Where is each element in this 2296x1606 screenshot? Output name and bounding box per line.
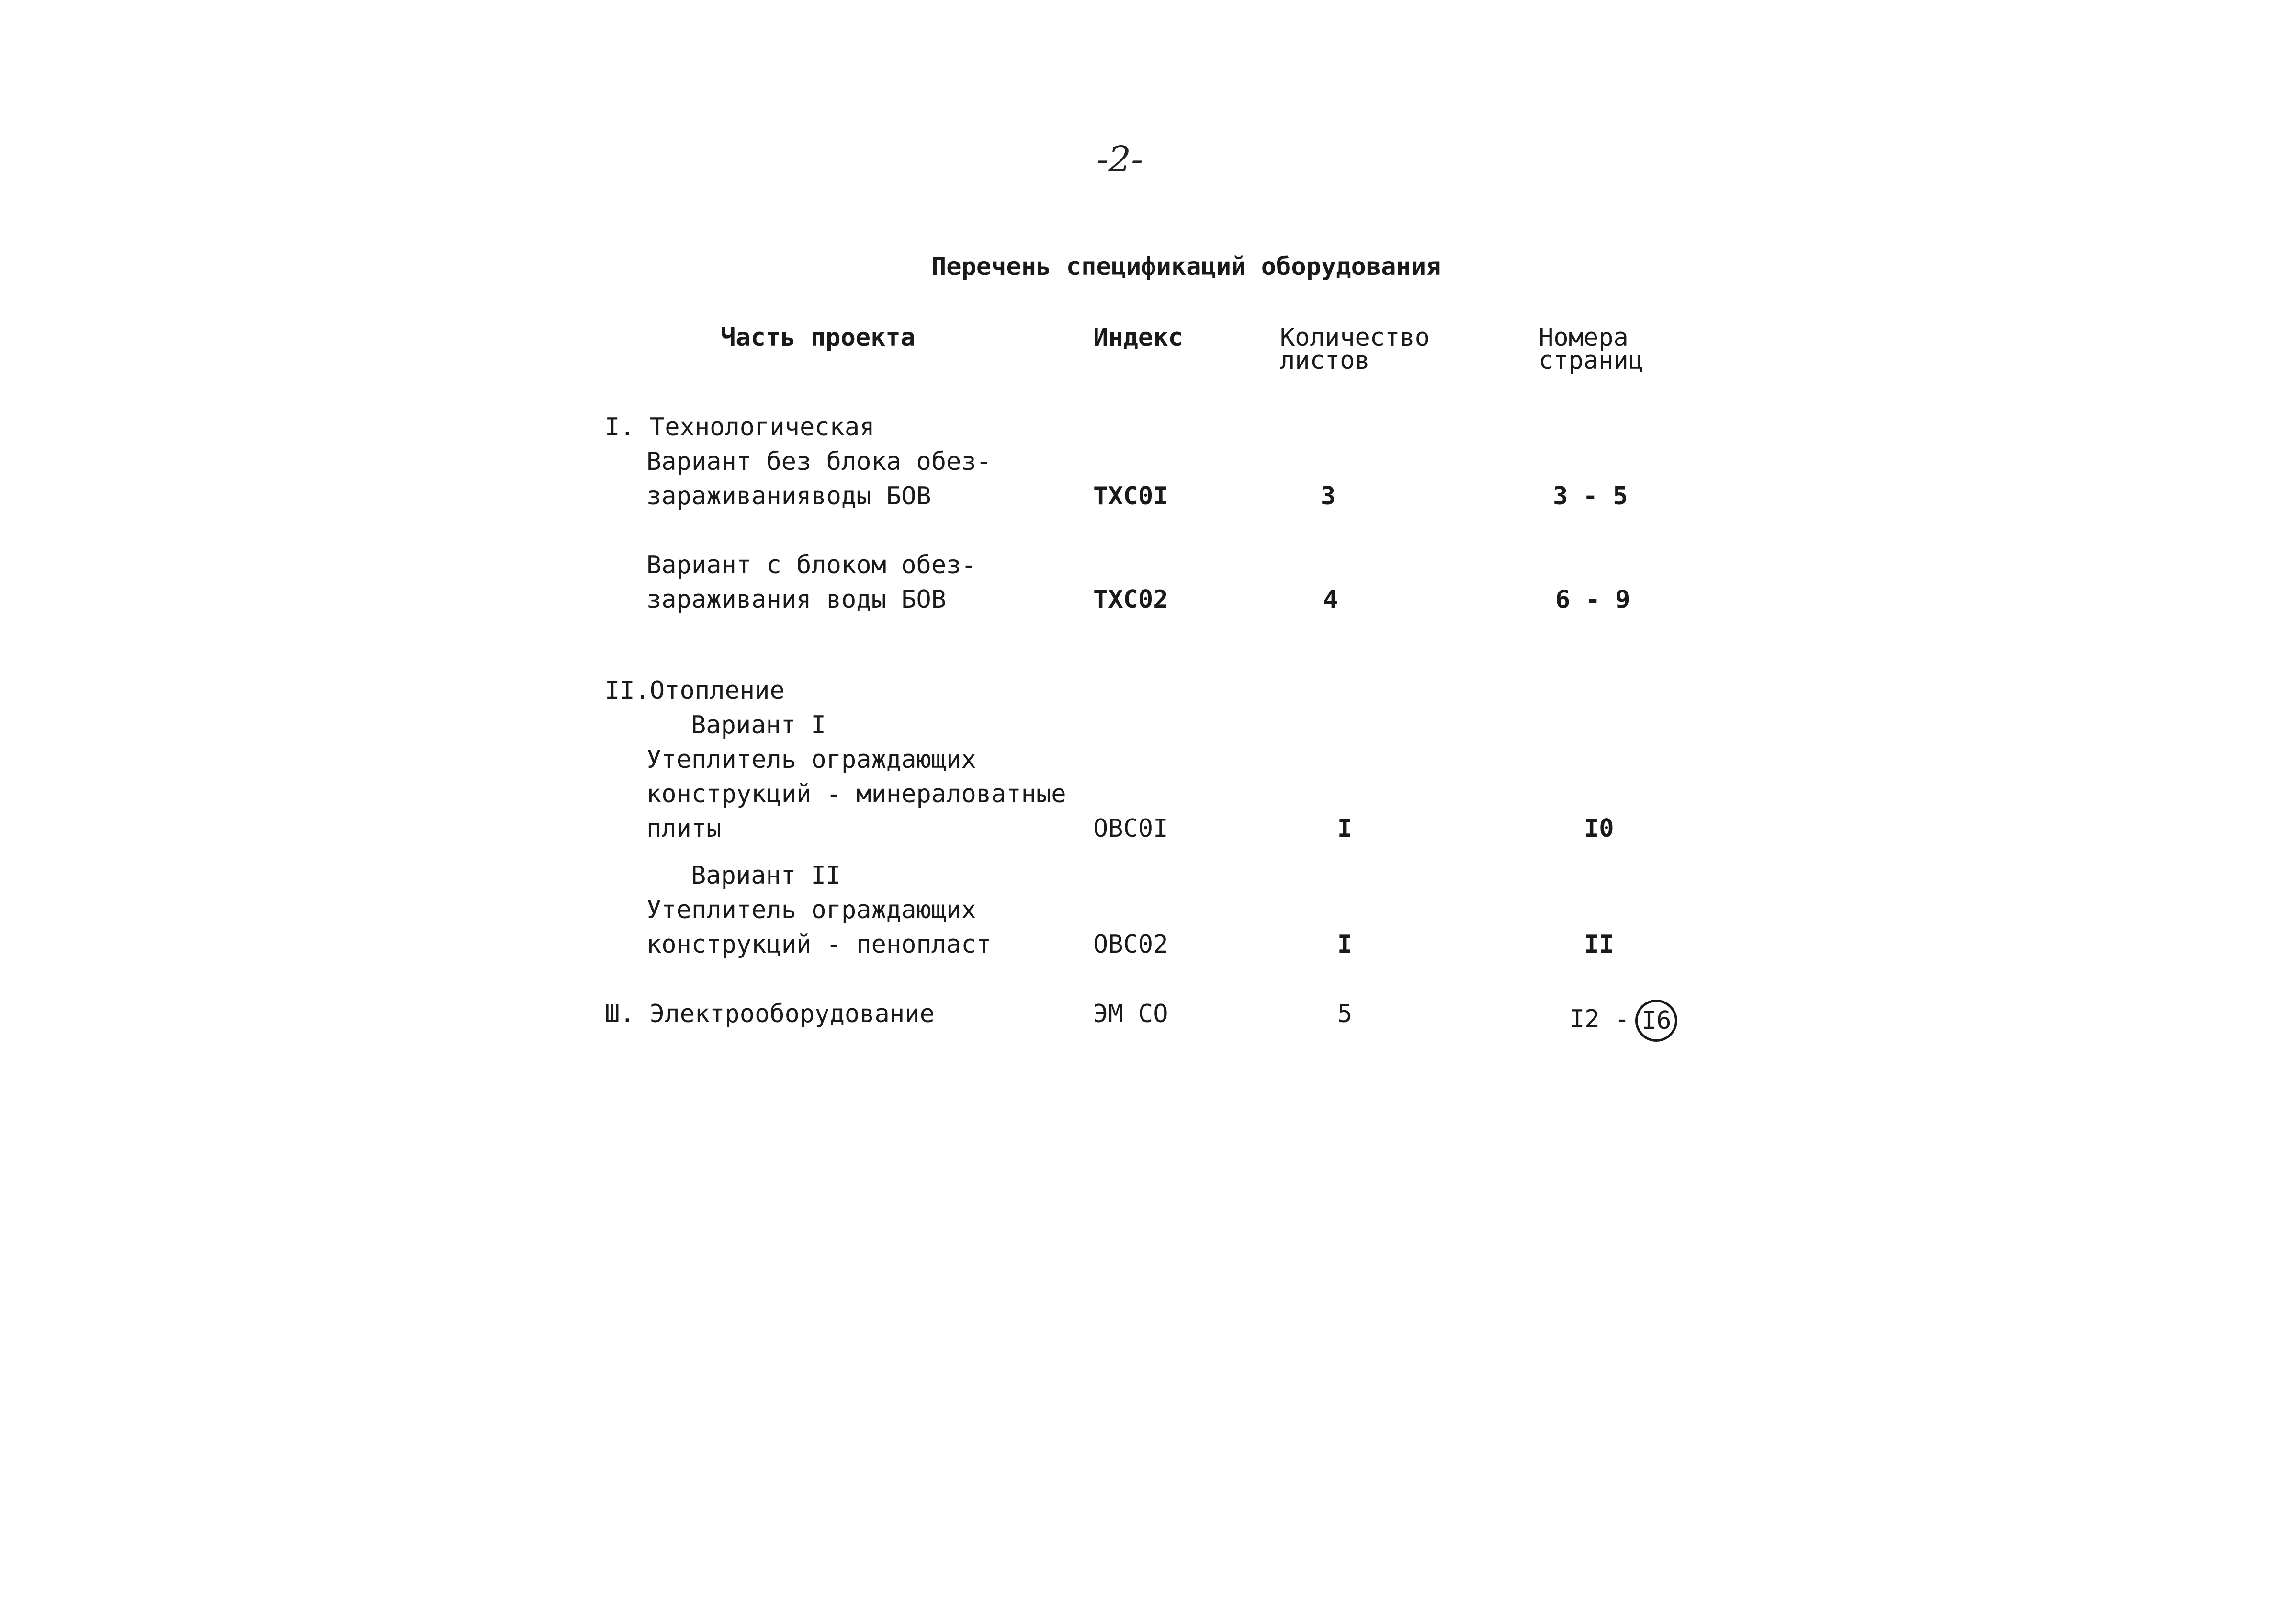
s1-v1-line1: Вариант без блока обез-	[646, 447, 992, 476]
s2-v1-line2: конструкций - минераловатные	[646, 780, 1066, 809]
s3-index: ЭМ СО	[1093, 1000, 1168, 1028]
s1-v2-sheets: 4	[1323, 585, 1338, 614]
s3-pages	[1570, 1000, 1677, 1042]
s2-v2-label: Вариант II	[691, 861, 841, 890]
page-number: -2-	[1097, 139, 1143, 180]
header-pages-line2: страниц	[1538, 346, 1644, 375]
s2-v2-sheets: I	[1337, 930, 1353, 959]
section-3-title: Ш. Электрооборудование	[605, 1000, 935, 1028]
s3-pages-end-circled: I6	[1635, 1000, 1677, 1042]
s2-v1-line1: Утеплитель ограждающих	[646, 745, 976, 774]
s2-v1-line3: плиты	[646, 814, 722, 843]
s1-v2-line2: зараживания воды БОВ	[646, 585, 947, 614]
s2-v2-pages: II	[1584, 930, 1614, 959]
s1-v2-line1: Вариант с блоком обез-	[646, 551, 976, 580]
s1-v1-line2: зараживанияводы БОВ	[646, 482, 931, 511]
s2-v2-line2: конструкций - пенопласт	[646, 930, 992, 959]
header-part: Часть проекта	[721, 323, 916, 352]
section-2-title: II.Отопление	[605, 676, 785, 705]
s2-v2-line1: Утеплитель ограждающих	[646, 896, 976, 924]
s1-v2-pages: 6 - 9	[1555, 585, 1630, 614]
s1-v1-index: ТХС0I	[1093, 482, 1168, 511]
s2-v1-index: ОВС0I	[1093, 814, 1168, 843]
section-1-title: I. Технологическая	[605, 413, 875, 442]
header-sheets-line1: Количество	[1280, 323, 1430, 352]
s1-v1-sheets: 3	[1321, 482, 1336, 511]
document-title: Перечень спецификаций оборудования	[931, 252, 1441, 281]
s2-v1-sheets: I	[1337, 814, 1353, 843]
s1-v2-index: ТХС02	[1093, 585, 1168, 614]
header-sheets-line2: листов	[1280, 346, 1370, 375]
s2-v1-pages: I0	[1584, 814, 1614, 843]
s1-v1-pages: 3 - 5	[1553, 482, 1628, 511]
s2-v2-index: ОВС02	[1093, 930, 1168, 959]
header-index: Индекс	[1093, 323, 1183, 352]
header-pages-line1: Номера	[1538, 323, 1629, 352]
s2-v1-label: Вариант I	[691, 711, 826, 740]
s3-sheets: 5	[1337, 1000, 1353, 1028]
s3-pages-start: I2 -	[1570, 1005, 1630, 1034]
